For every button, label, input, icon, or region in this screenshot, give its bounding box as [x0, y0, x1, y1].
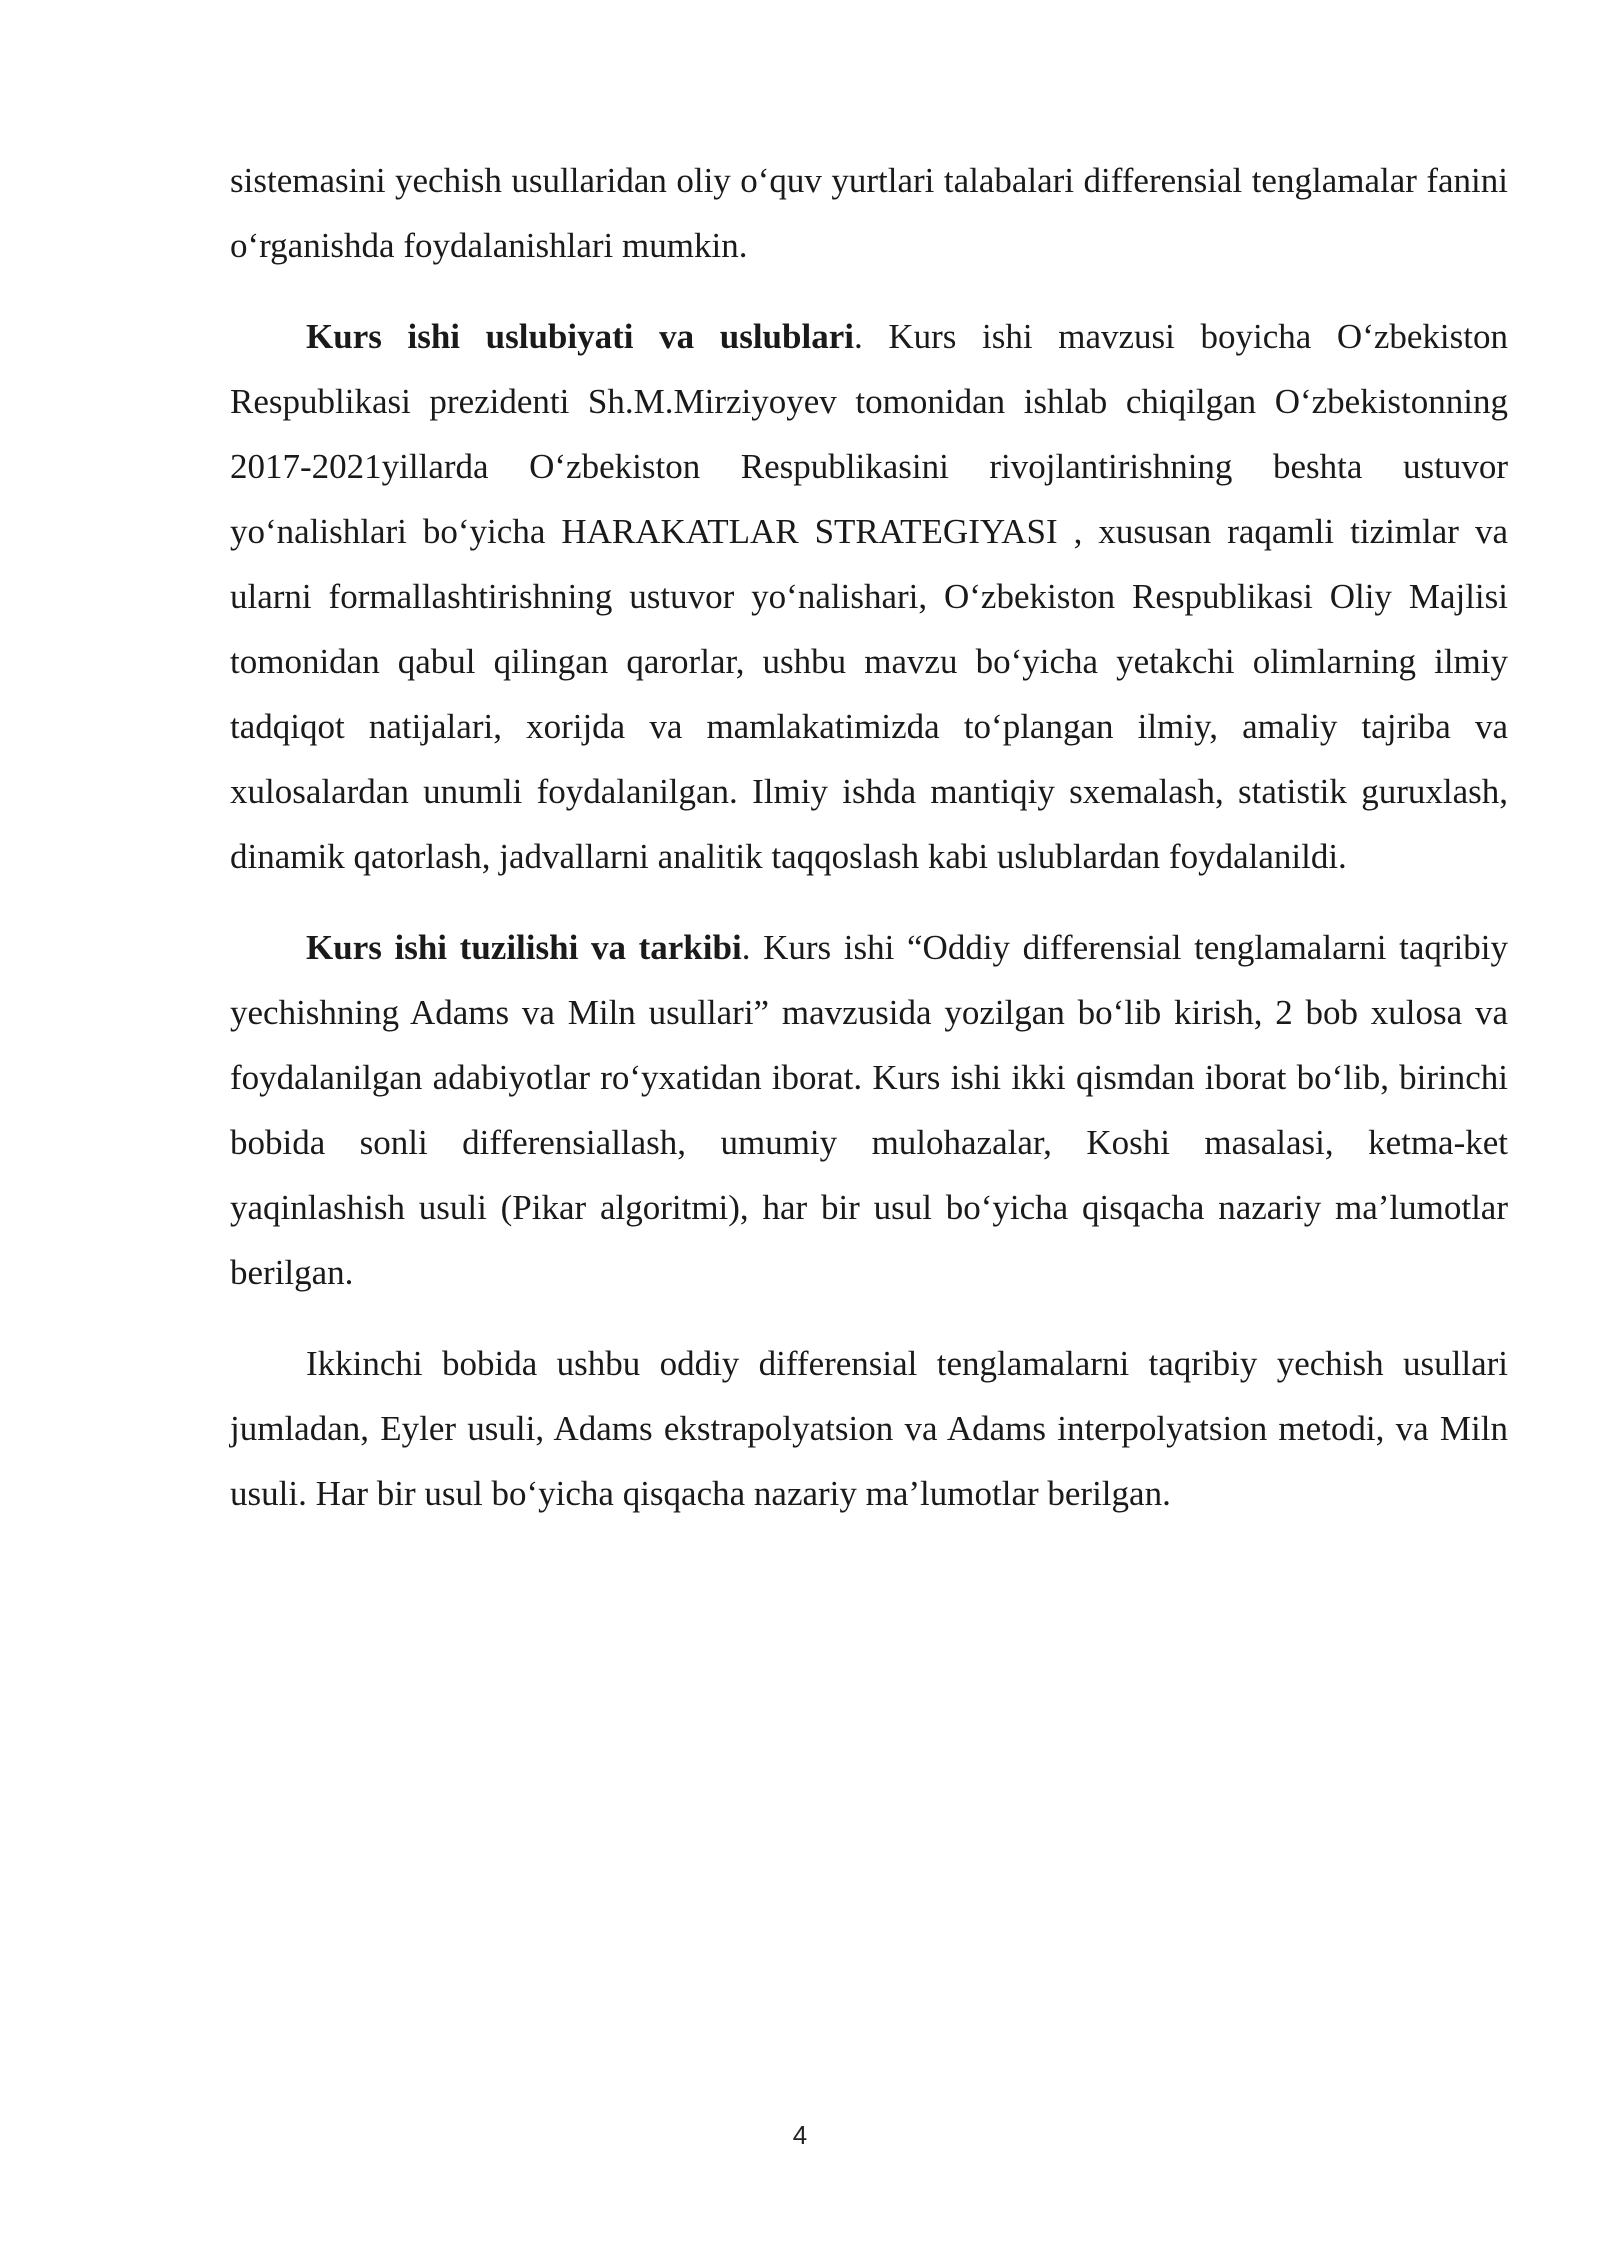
- paragraph-heading: Kurs ishi tuzilishi va tarkibi: [306, 928, 742, 967]
- paragraph-text: . Kurs ishi mavzusi boyicha O‘zbekiston Respublikasi prezidenti Sh.M.Mirziyoyev tomonidan ishlab chiqilgan O‘zbekistonning 2017-2021yillarda O‘zbekiston Respublikasini rivojlantirishning beshta ustuvor yo‘nalishlari bo‘yicha HARAKATLAR STRATEGIYASI , xususan raqamli tizimlar va ularni formallashtirishning ustuvor yo‘nalishari, O‘zbekiston Respublikasi Oliy Majlisi tomonidan qabul qilingan qarorlar, ushbu mavzu bo‘yicha yetakchi olimlarning ilmiy tadqiqot natijalari, xorijda va mamlakatimizda to‘plangan ilmiy, amaliy tajriba va xulosalardan unumli foydalanilgan. Ilmiy ishda mantiqiy sxemalash, statistik guruxlash, dinamik qatorlash, jadvallarni analitik taqqoslash kabi uslublardan foydalanildi.: [230, 317, 1508, 876]
- paragraph-structure: [230, 915, 1508, 1305]
- paragraph-text: Ikkinchi bobida ushbu oddiy differensial tenglamalarni taqribiy yechish usullari jumladan, Eyler usuli, Adams ekstrapolyatsion va Adams interpolyatsion metodi, va Miln usuli. Har bir usul bo‘yicha qisqacha nazariy ma’lumotlar berilgan.: [230, 1344, 1508, 1513]
- paragraph-heading: Kurs ishi uslubiyati va uslublari: [306, 317, 854, 356]
- page-number: 4: [792, 2120, 808, 2150]
- paragraph-text: . Kurs ishi “Oddiy differensial tenglamalarni taqribiy yechishning Adams va Miln usullari” mavzusida yozilgan bo‘lib kirish, 2 bob xulosa va foydalanilgan adabiyotlar ro‘yxatidan iborat. Kurs ishi ikki qismdan iborat bo‘lib, birinchi bobida sonli differensiallash, umumiy mulohazalar, Koshi masalasi, ketma-ket yaqinlashish usuli (Pikar algoritmi), har bir usul bo‘yicha qisqacha nazariy ma’lumotlar berilgan.: [230, 928, 1508, 1292]
- document-page: [230, 148, 1508, 1552]
- paragraph-text: sistemasini yechish usullaridan oliy o‘quv yurtlari talabalari differensial tenglamalar fanini o‘rganishda foydalanishlari mumkin.: [230, 161, 1508, 265]
- paragraph-continuation: [230, 148, 1508, 278]
- paragraph-methodology: [230, 304, 1508, 889]
- paragraph-second-chapter: [230, 1331, 1508, 1526]
